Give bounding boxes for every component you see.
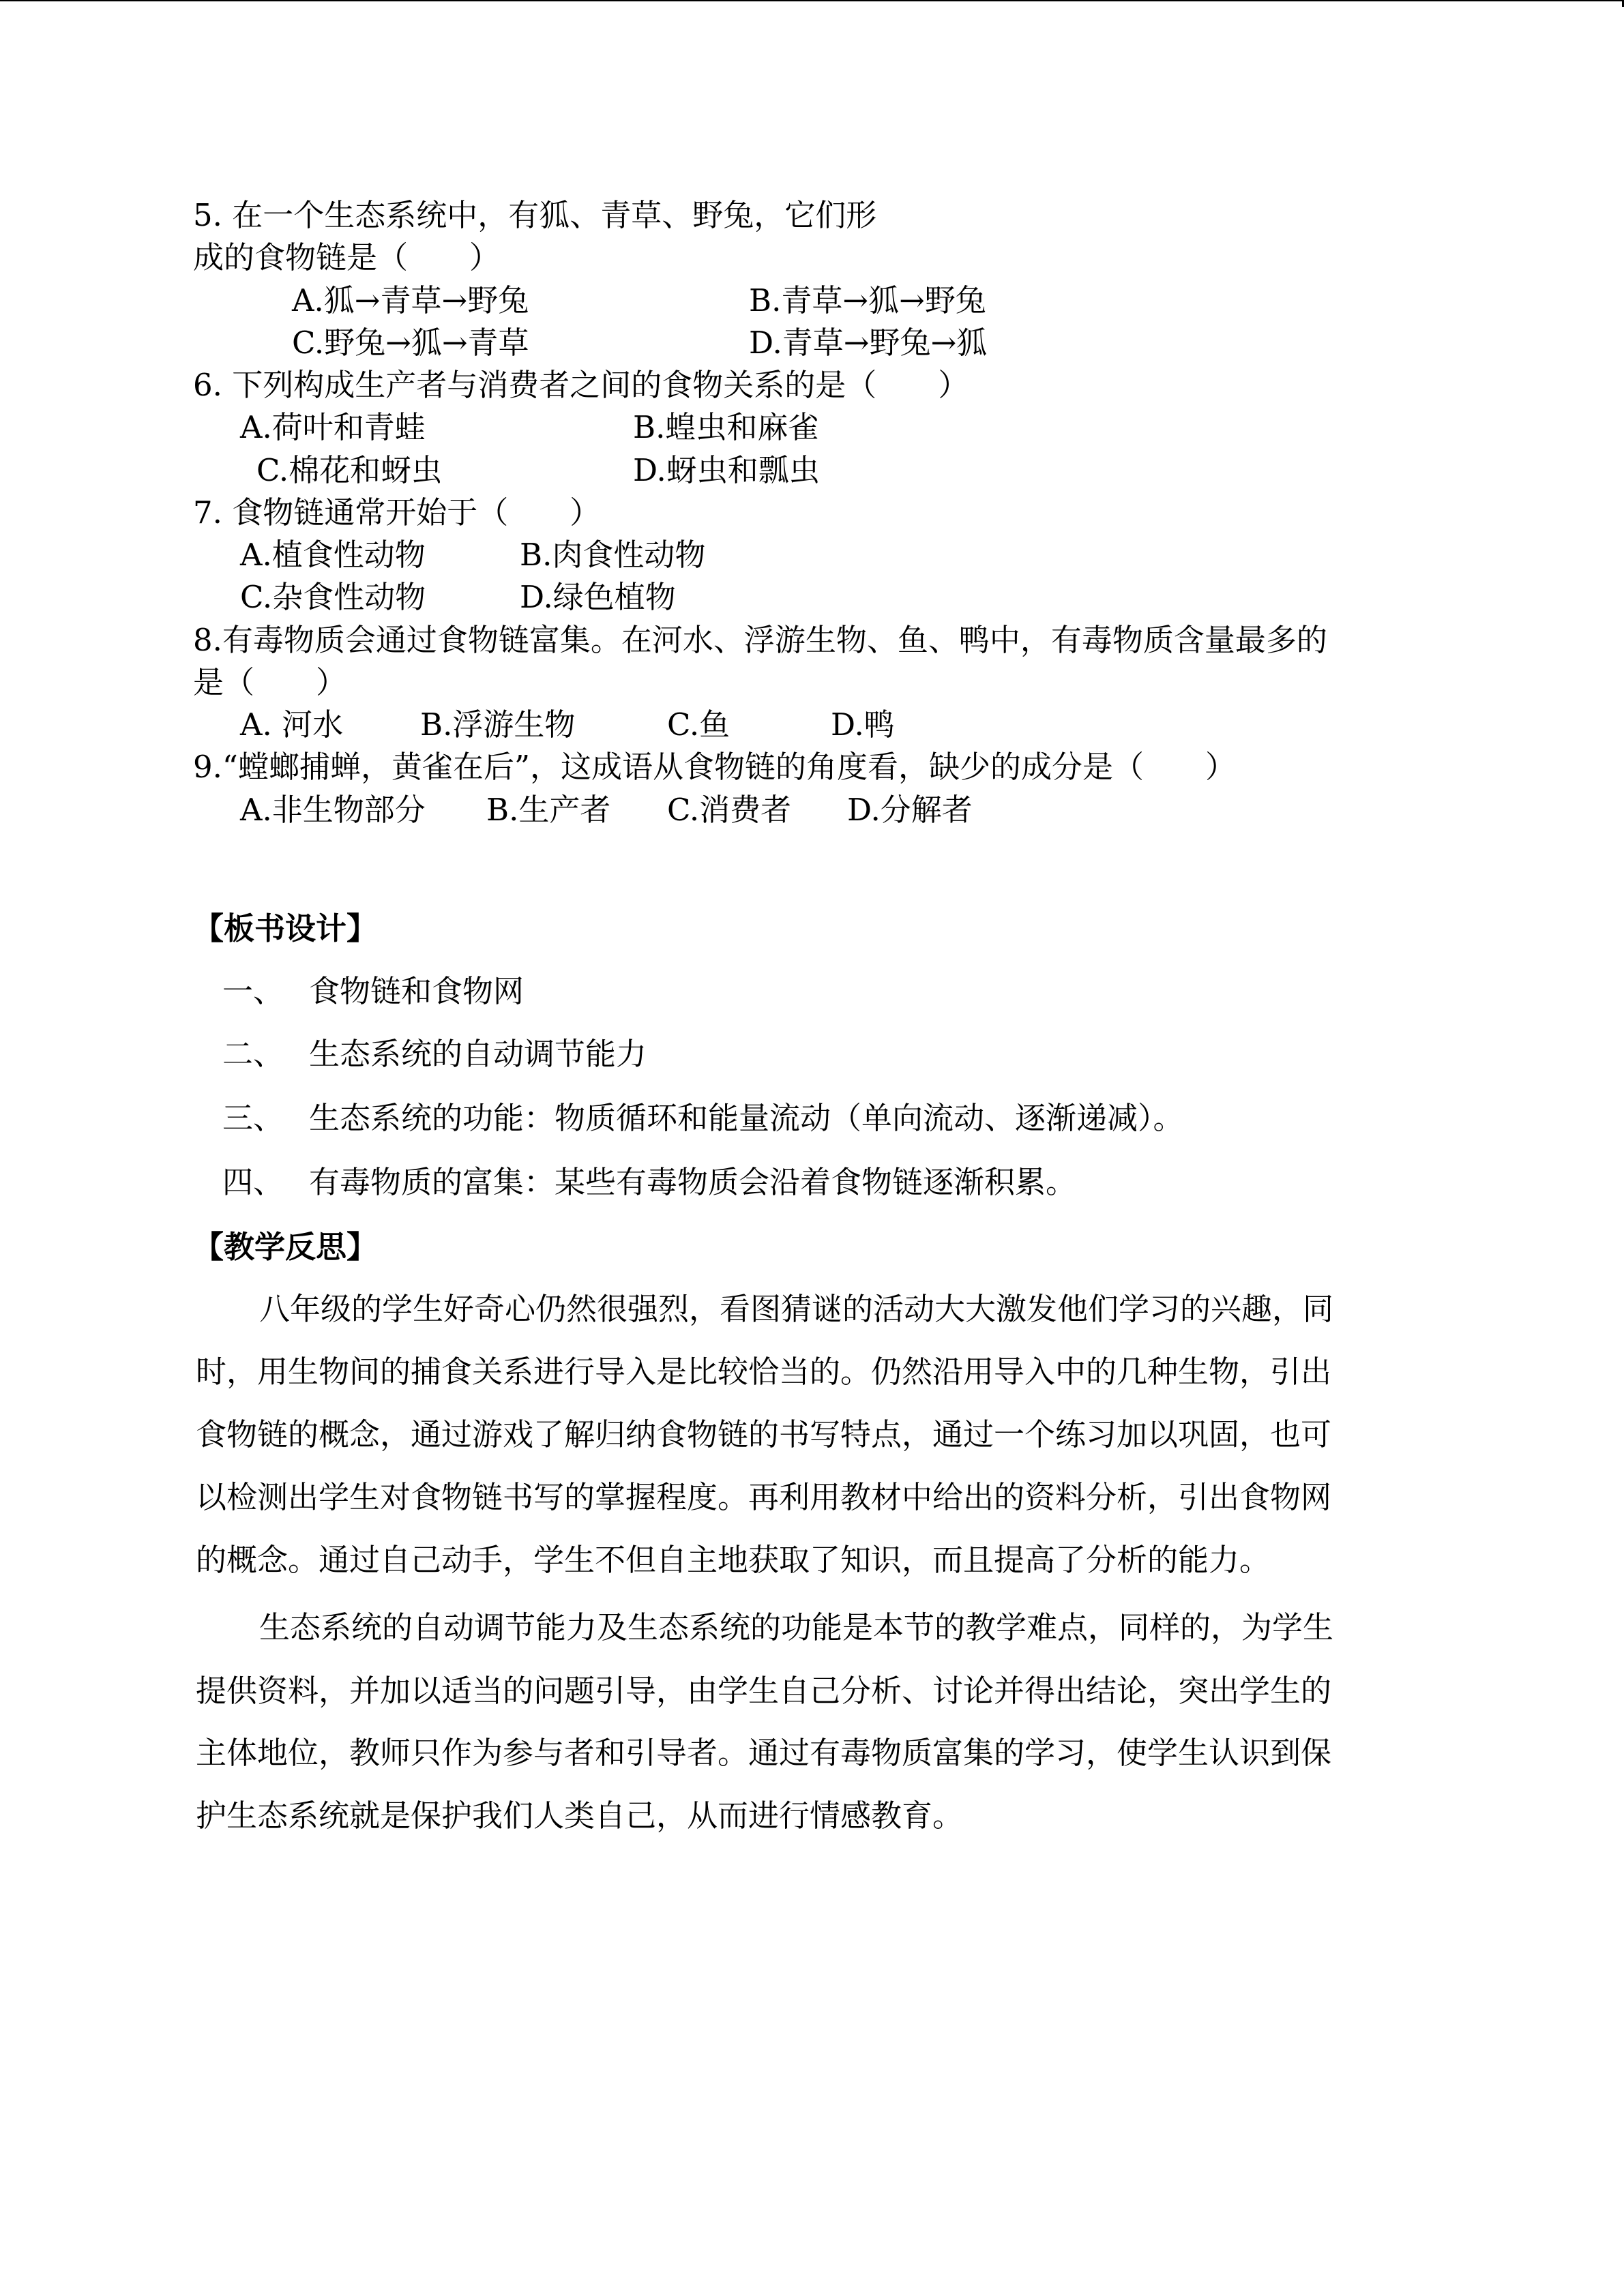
q8-option-d: D.鸭 — [831, 706, 895, 743]
q5-stem-line1: 5. 在一个生态系统中，有狐、青草、野兔，它们形 — [193, 197, 877, 233]
q5-option-d: D.青草→野兔→狐 — [749, 325, 988, 361]
q9-stem: 9.“螳螂捕蝉，黄雀在后”，这成语从食物链的角度看，缺少的成分是（ ） — [193, 749, 1236, 785]
q7-option-a: A.植食性动物 — [240, 537, 426, 573]
q9-option-b: B.生产者 — [486, 792, 611, 828]
board-design-heading: 【板书设计】 — [193, 910, 378, 946]
reflection-para2-line4: 护生态系统就是保护我们人类自己，从而进行情感教育。 — [196, 1798, 964, 1834]
board-item-1-number: 一、 — [222, 973, 284, 1009]
q6-option-c: C.棉花和蚜虫 — [256, 452, 443, 488]
reflection-para1-line3: 食物链的概念，通过游戏了解归纳食物链的书写特点，通过一个练习加以巩固，也可 — [196, 1416, 1332, 1452]
board-item-1-text: 食物链和食物网 — [309, 973, 525, 1009]
q8-stem-line1: 8.有毒物质会通过食物链富集。在河水、浮游生物、鱼、鸭中，有毒物质含量最多的 — [193, 622, 1327, 658]
q9-option-d: D.分解者 — [847, 792, 973, 828]
q6-option-b: B.蝗虫和麻雀 — [633, 409, 819, 445]
page-top-border — [0, 0, 1624, 1]
q7-option-d: D.绿色植物 — [520, 579, 676, 615]
q8-stem-line2: 是（ ） — [193, 664, 347, 700]
reflection-para1-line4: 以检测出学生对食物链书写的掌握程度。再利用教材中给出的资料分析，引出食物网 — [196, 1479, 1332, 1515]
q8-option-a: A. 河水 — [240, 706, 344, 743]
reflection-para1-line5: 的概念。通过自己动手，学生不但自主地获取了知识，而且提高了分析的能力。 — [196, 1542, 1271, 1578]
reflection-para2-line1: 生态系统的自动调节能力及生态系统的功能是本节的教学难点，同样的，为学生 — [259, 1609, 1334, 1645]
reflection-para2-line2: 提供资料，并加以适当的问题引导，由学生自己分析、讨论并得出结论，突出学生的 — [196, 1673, 1332, 1709]
board-item-3-number: 三、 — [222, 1100, 284, 1136]
q6-stem: 6. 下列构成生产者与消费者之间的食物关系的是（ ） — [193, 367, 969, 403]
board-item-4-text: 有毒物质的富集：某些有毒物质会沿着食物链逐渐积累。 — [309, 1164, 1077, 1200]
board-item-2-text: 生态系统的自动调节能力 — [309, 1036, 647, 1072]
reflection-para2-line3: 主体地位，教师只作为参与者和引导者。通过有毒物质富集的学习，使学生认识到保 — [196, 1735, 1332, 1771]
q5-option-a: A.狐→青草→野兔 — [292, 282, 529, 318]
board-item-2-number: 二、 — [222, 1036, 284, 1072]
q9-option-a: A.非生物部分 — [240, 792, 426, 828]
q8-option-b: B.浮游生物 — [420, 706, 576, 743]
reflection-heading: 【教学反思】 — [193, 1229, 378, 1265]
q5-option-b: B.青草→狐→野兔 — [749, 282, 986, 318]
q7-option-b: B.肉食性动物 — [520, 537, 706, 573]
q5-option-c: C.野兔→狐→青草 — [292, 325, 529, 361]
q7-stem: 7. 食物链通常开始于（ ） — [193, 494, 601, 531]
reflection-para1-line1: 八年级的学生好奇心仍然很强烈，看图猜谜的活动大大激发他们学习的兴趣，同 — [259, 1291, 1334, 1327]
board-item-3-text: 生态系统的功能：物质循环和能量流动（单向流动、逐渐递减）。 — [309, 1100, 1184, 1136]
reflection-para1-line2: 时，用生物间的捕食关系进行导入是比较恰当的。仍然沿用导入中的几种生物，引出 — [196, 1354, 1332, 1390]
q6-option-d: D.蚜虫和瓢虫 — [633, 452, 820, 488]
q6-option-a: A.荷叶和青蛙 — [240, 409, 426, 445]
q5-stem-line2: 成的食物链是（ ） — [193, 239, 501, 275]
q9-option-c: C.消费者 — [667, 792, 792, 828]
board-item-4-number: 四、 — [222, 1164, 284, 1200]
q7-option-c: C.杂食性动物 — [240, 579, 426, 615]
q8-option-c: C.鱼 — [667, 706, 730, 743]
